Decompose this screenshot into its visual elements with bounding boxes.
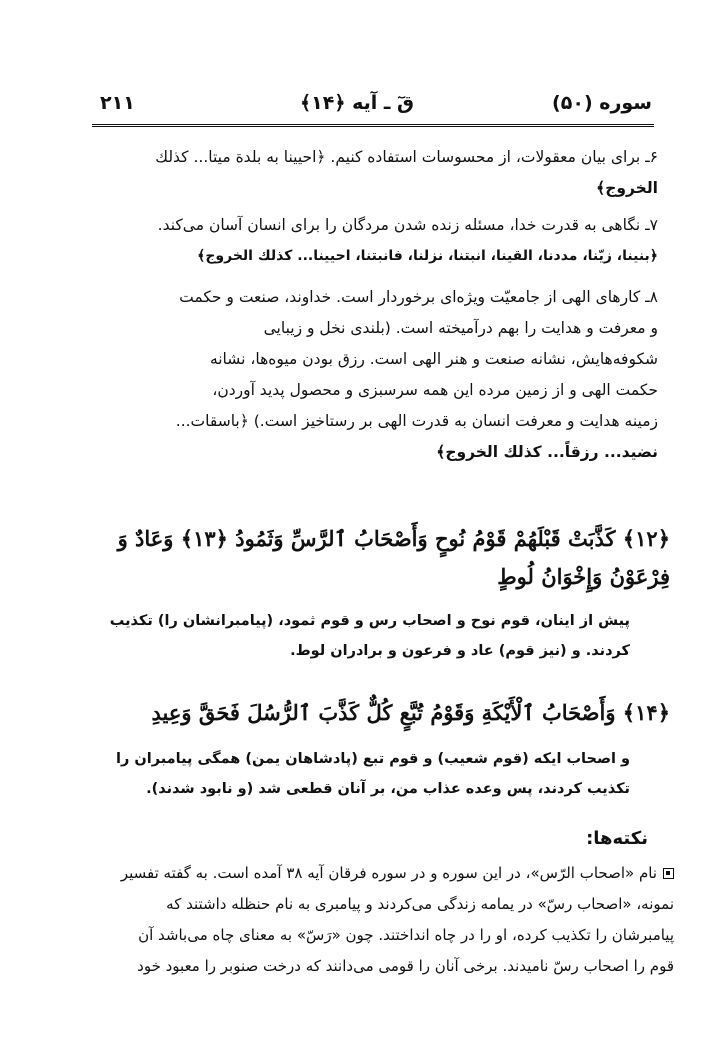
verse-line: ﴿۱۲﴾ كَذَّبَتْ قَبْلَهُمْ قَوْمُ نُوحٍ وَأَصْحَابُ ٱلرَّسِّ وَثَمُودُ ﴿۱۳﴾ وَعَادٌ وَ — [117, 526, 670, 551]
page-number: ۲۱۱ — [100, 92, 135, 114]
note-line — [76, 858, 674, 889]
point-line: ۶ـ برای بیان معقولات، از محسوسات استفاده کنیم. ﴿احیینا به بلدة میتا... کذلك — [155, 148, 658, 166]
note-line: پیامبرشان را تکذیب کرده، او را در چاه انداختند. چون «رَسّ» به معنای چاه می‌باشد آن — [138, 926, 674, 944]
note-text: نام «اصحاب الرّس»، در این سوره و در سوره فرقان آیه ۳۸ آمده است. به گفته تفسیر — [120, 864, 657, 882]
point-line: نضید... رزقاً... کذلك الخروج﴾ — [436, 443, 658, 461]
point-line: زمینه هدایت و معرفت انسان به قدرت الهی بر رستاخیز است.) ﴿باسقات... — [175, 412, 658, 430]
square-bullet-icon — [663, 868, 674, 879]
notes-heading: نکته‌ها: — [586, 828, 648, 849]
note-line: قوم را اصحاب رسّ نامیدند. برخی آنان را قومی می‌دانند که درخت صنوبر را معبود خود — [137, 957, 674, 975]
translation-line: کردند. و (نیز قوم) عاد و فرعون و برادران لوط. — [290, 643, 630, 659]
translation-line: و اصحاب ایکه (قوم شعیب) و قوم تبع (پادشاهان یمن) همگی پیامبران را — [116, 751, 630, 767]
point-line: شکوفه‌هایش، نشانه صنعت و هنر الهی است. رزق بودن میوه‌ها، نشانه — [209, 350, 658, 368]
point-7 — [90, 210, 658, 272]
point-line: ﴿بنینا، زیّنا، مددنا، القینا، انبتنا، نزلنا، فانبتنا، احیینا... کذلك الخروج﴾ — [197, 248, 658, 264]
point-6 — [90, 142, 658, 204]
point-8 — [90, 282, 658, 468]
page-header — [92, 92, 652, 122]
verse-line: ﴿۱۴﴾ وَأَصْحَابُ ٱلْأَيْكَةِ وَقَوْمُ تُبَّعٍ كُلٌّ كَذَّبَ ٱلرُّسُلَ فَحَقَّ وَعِيدِ — [151, 700, 670, 725]
point-line: حکمت الهی و از زمین مرده این همه سرسبزی و محصول پدید آوردن، — [212, 381, 658, 399]
translation-line: پیش از اینان، قوم نوح و اصحاب رس و قوم ثمود، (پیامبرانشان را) تکذیب — [109, 613, 630, 629]
translation-14 — [110, 744, 630, 804]
translation-line: تکذیب کردند، پس وعده عذاب من، بر آنان قطعی شد (و نابود شدند). — [146, 781, 630, 797]
verse-12-13 — [110, 520, 670, 596]
point-line: و معرفت و هدایت را بهم درآمیخته است. (بلندی نخل و زیبایی — [263, 319, 658, 337]
point-line: ۸ـ کارهای الهی از جامعیّت ویژه‌ای برخوردار است. خداوند، صنعت و حکمت — [179, 288, 658, 306]
note-line: نمونه، «اصحاب رسّ» در یمامه زندگی می‌کردند و پیامبری به نام حنظله داشتند که — [166, 895, 674, 913]
surah-title: سوره (۵۰) — [552, 92, 652, 114]
header-divider — [92, 124, 654, 127]
point-line: ۷ـ نگاهی به قدرت خدا، مسئله زنده شدن مردگان را برای انسان آسان می‌کند. — [157, 216, 658, 234]
verse-line: فِرْعَوْنُ وَإِخْوَانُ لُوطٍ — [497, 564, 670, 589]
notes-body — [76, 858, 674, 982]
point-line: الخروج﴾ — [596, 179, 658, 197]
verse-14 — [110, 694, 670, 732]
translation-12-13 — [110, 606, 630, 666]
verse-reference: قٓ ـ آیه ﴿۱۴﴾ — [300, 92, 414, 114]
